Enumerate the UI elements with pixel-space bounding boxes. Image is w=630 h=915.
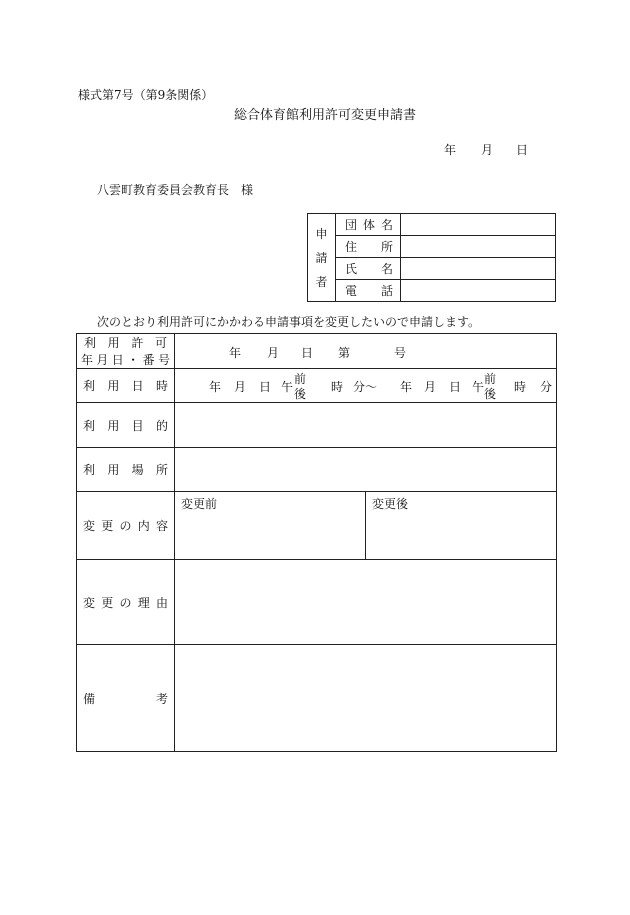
applicant-table [307, 213, 556, 302]
datetime-label: 利 用 日 時 [77, 369, 175, 403]
change-field [175, 492, 557, 560]
datetime-row [77, 369, 557, 403]
name-label: 氏 名 [336, 258, 401, 280]
change-before-field[interactable] [175, 492, 365, 559]
form-number: 様式第7号（第9条関係） [78, 88, 214, 102]
change-label: 変 更 の 内 容 [77, 492, 175, 560]
start-minute: 分〜 [353, 380, 378, 394]
permit-row [77, 334, 557, 369]
remarks-label: 備 考 [77, 645, 175, 752]
form-title: 総合体育館利用許可変更申請書 [234, 108, 417, 123]
start-am: 前 [294, 372, 307, 386]
purpose-label: 利 用 目 的 [77, 403, 175, 448]
end-pm: 後 [484, 387, 497, 401]
applicant-vertical-label: 申 請 者 [308, 214, 336, 302]
start-go: 午 [281, 380, 294, 394]
application-table [76, 333, 557, 752]
remarks-row [77, 645, 557, 752]
remarks-field[interactable] [175, 645, 557, 752]
change-after-label: 変更後 [372, 497, 409, 511]
address-field[interactable] [401, 236, 556, 258]
addressee: 八雲町教育委員会教育長 様 [97, 183, 254, 197]
permit-label: 利 用 許 可 年 月 日 ・ 番 号 [77, 334, 175, 369]
start-hour: 時 [331, 380, 344, 394]
date-day: 日 [516, 143, 529, 157]
phone-label: 電 話 [336, 280, 401, 302]
place-row [77, 448, 557, 492]
date-year: 年 [444, 143, 457, 157]
permit-day: 日 [301, 345, 314, 360]
end-go: 午 [472, 380, 485, 394]
name-field[interactable] [401, 258, 556, 280]
permit-year: 年 [229, 345, 242, 360]
reason-label: 変 更 の 理 由 [77, 560, 175, 645]
permit-month: 月 [267, 345, 280, 360]
start-month: 月 [234, 380, 247, 394]
permit-go: 号 [394, 345, 407, 360]
permit-field[interactable] [175, 334, 557, 369]
permit-dai: 第 [338, 345, 351, 360]
org-name-label: 団 体 名 [336, 214, 401, 236]
reason-field[interactable] [175, 560, 557, 645]
start-year: 年 [209, 380, 222, 394]
place-label: 利 用 場 所 [77, 448, 175, 492]
start-day: 日 [259, 380, 272, 394]
change-row [77, 492, 557, 560]
org-name-field[interactable] [401, 214, 556, 236]
purpose-field[interactable] [175, 403, 557, 448]
place-field[interactable] [175, 448, 557, 492]
end-year: 年 [400, 380, 413, 394]
datetime-field[interactable] [175, 369, 557, 403]
end-hour: 時 [514, 380, 527, 394]
purpose-row [77, 403, 557, 448]
date-month: 月 [481, 143, 494, 157]
end-minute: 分 [540, 380, 553, 394]
address-label: 住 所 [336, 236, 401, 258]
intro-text: 次のとおり利用許可にかかわる申請事項を変更したいので申請します。 [97, 315, 481, 329]
start-pm: 後 [294, 387, 307, 401]
change-before-label: 変更前 [181, 497, 218, 511]
end-day: 日 [449, 380, 462, 394]
reason-row [77, 560, 557, 645]
end-am: 前 [484, 372, 497, 386]
end-month: 月 [424, 380, 437, 394]
phone-field[interactable] [401, 280, 556, 302]
change-after-field[interactable] [365, 492, 556, 559]
